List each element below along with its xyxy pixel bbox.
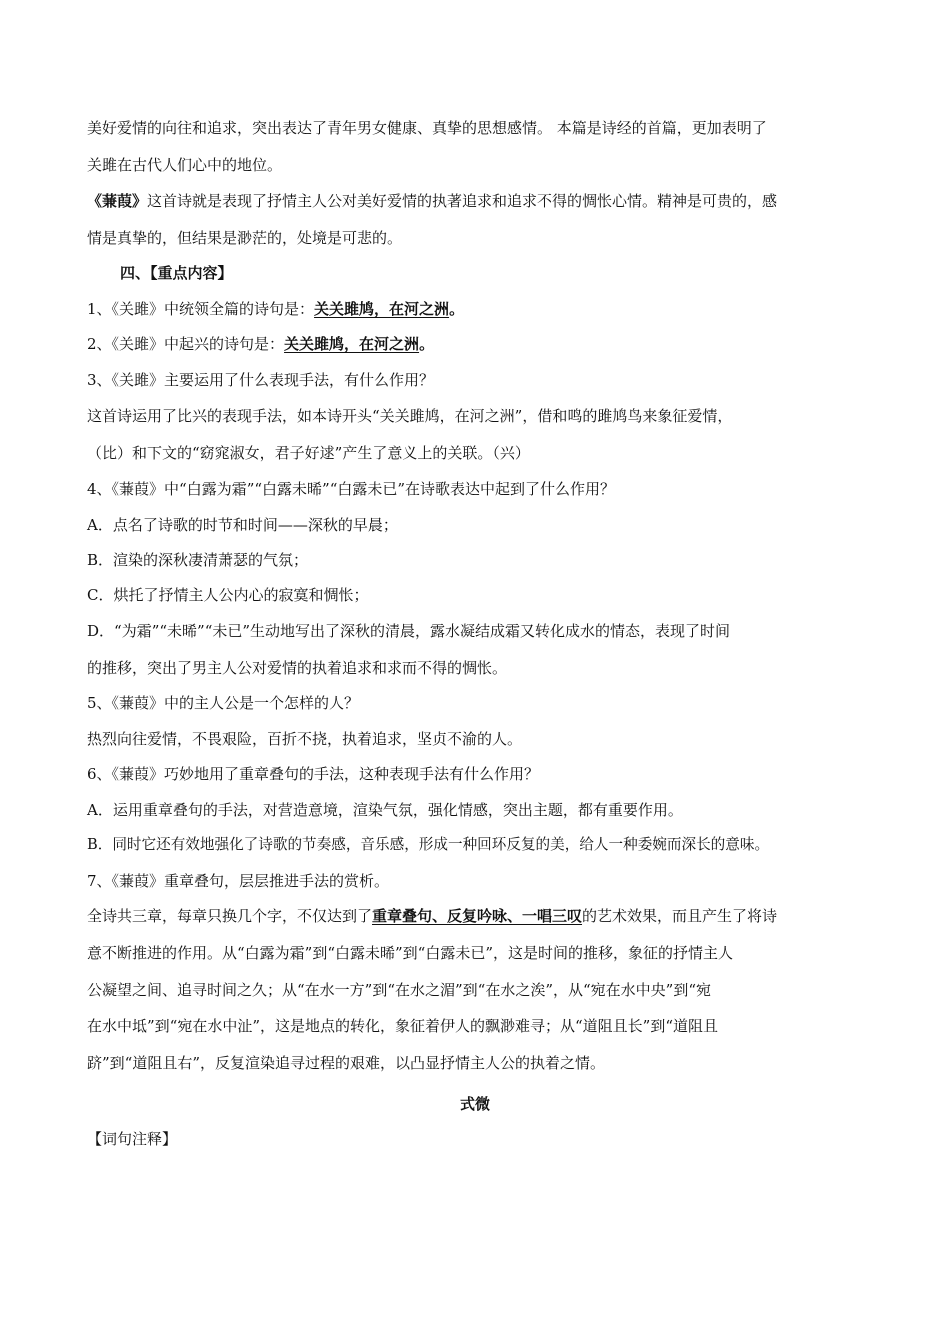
intro-line-2: 关雎在古代人们心中的地位。 — [87, 156, 283, 174]
question-4: 4、《蒹葭》中“白露为霜”“白露未晞”“白露未已”在诗歌表达中起到了什么作用？ — [87, 480, 616, 498]
question-3: 3、《关雎》主要运用了什么表现手法，有什么作用？ — [87, 371, 435, 389]
answer-4-c: C．烘托了抒情主人公内心的寂寞和惆怅； — [87, 586, 369, 604]
jianjia-title: 《蒹葭》 — [87, 192, 148, 210]
question-2-answer: 关关雎鸠，在河之洲 — [284, 335, 420, 353]
question-2-text: 2、《关雎》中起兴的诗句是： — [87, 335, 285, 353]
answer-7-line-3: 公凝望之间、追寻时间之久；从“在水一方”到“在水之湄”到“在水之涘”，从“宛在水中央”到“宛 — [87, 981, 712, 999]
question-6: 6、《蒹葭》巧妙地用了重章叠句的手法，这种表现手法有什么作用？ — [87, 765, 540, 783]
answer-4-a: A．点名了诗歌的时节和时间——深秋的早晨； — [87, 516, 398, 534]
answer-6-a: A．运用重章叠句的手法，对营造意境，渲染气氛，强化情感，突出主题，都有重要作用。 — [87, 801, 683, 819]
answer-6-b: B．同时它还有效地强化了诗歌的节奏感，音乐感，形成一种回环反复的美，给人一种委婉而深长的意味。 — [87, 836, 770, 853]
question-1-end: 。 — [449, 300, 465, 318]
answer-7-emphasis: 重章叠句、反复吟咏、一唱三叹 — [372, 907, 583, 925]
answer-7-line-1 — [87, 906, 777, 926]
question-1-text: 1、《关雎》中统领全篇的诗句是： — [87, 300, 315, 318]
section-heading: 四、【重点内容】 — [120, 264, 233, 282]
answer-7-line-1-post: 的艺术效果，而且产生了将诗 — [582, 907, 778, 925]
question-2 — [87, 334, 434, 354]
answer-4-d-line-2: 的推移，突出了男主人公对爱情的执着追求和求而不得的惆怅。 — [87, 659, 508, 677]
question-1 — [87, 299, 464, 319]
notes-heading: 【词句注释】 — [87, 1130, 178, 1148]
answer-5: 热烈向往爱情，不畏艰险，百折不挠，执着追求，坚贞不渝的人。 — [87, 730, 523, 748]
poem-title: 式微 — [459, 1095, 490, 1113]
answer-7-line-2: 意不断推进的作用。从“白露为霜”到“白露未晞”到“白露未已”，这是时间的推移，象征的抒情主人 — [87, 944, 734, 962]
question-5: 5、《蒹葭》中的主人公是一个怎样的人？ — [87, 694, 360, 712]
answer-7-line-4: 在水中坻”到“宛在水中沚”，这是地点的转化，象征着伊人的飘渺难寻；从“道阻且长”到“道阻且 — [87, 1017, 719, 1035]
intro-line-1: 美好爱情的向往和追求，突出表达了青年男女健康、真挚的思想感情。 本篇是诗经的首篇，更加表明了 — [87, 119, 767, 137]
question-7: 7、《蒹葭》重章叠句，层层推进手法的赏析。 — [87, 872, 390, 890]
intro-line-3 — [87, 191, 777, 211]
question-1-answer: 关关雎鸠，在河之洲 — [314, 300, 450, 318]
intro-line-3-text: 这首诗就是表现了抒情主人公对美好爱情的执著追求和追求不得的惆怅心情。精神是可贵的，感 — [147, 192, 778, 210]
answer-7-line-5: 跻”到“道阻且右”，反复渲染追寻过程的艰难，以凸显抒情主人公的执着之情。 — [87, 1054, 606, 1072]
answer-7-line-1-pre: 全诗共三章，每章只换几个字，不仅达到了 — [87, 907, 373, 925]
answer-3-line-1: 这首诗运用了比兴的表现手法，如本诗开头“关关雎鸠，在河之洲”，借和鸣的雎鸠鸟来象征爱情， — [87, 407, 733, 425]
answer-4-b: B．渲染的深秋凄清萧瑟的气氛； — [87, 551, 309, 569]
question-2-end: 。 — [419, 335, 435, 353]
answer-3-line-2: （比）和下文的“窈窕淑女，君子好逑”产生了意义上的关联。（兴） — [87, 444, 530, 462]
intro-line-4: 情是真挚的，但结果是渺茫的，处境是可悲的。 — [87, 229, 403, 247]
answer-4-d-line-1: D．“为霜”“未晞”“未已”生动地写出了深秋的清晨，露水凝结成霜又转化成水的情态，表现了时间 — [87, 622, 731, 640]
